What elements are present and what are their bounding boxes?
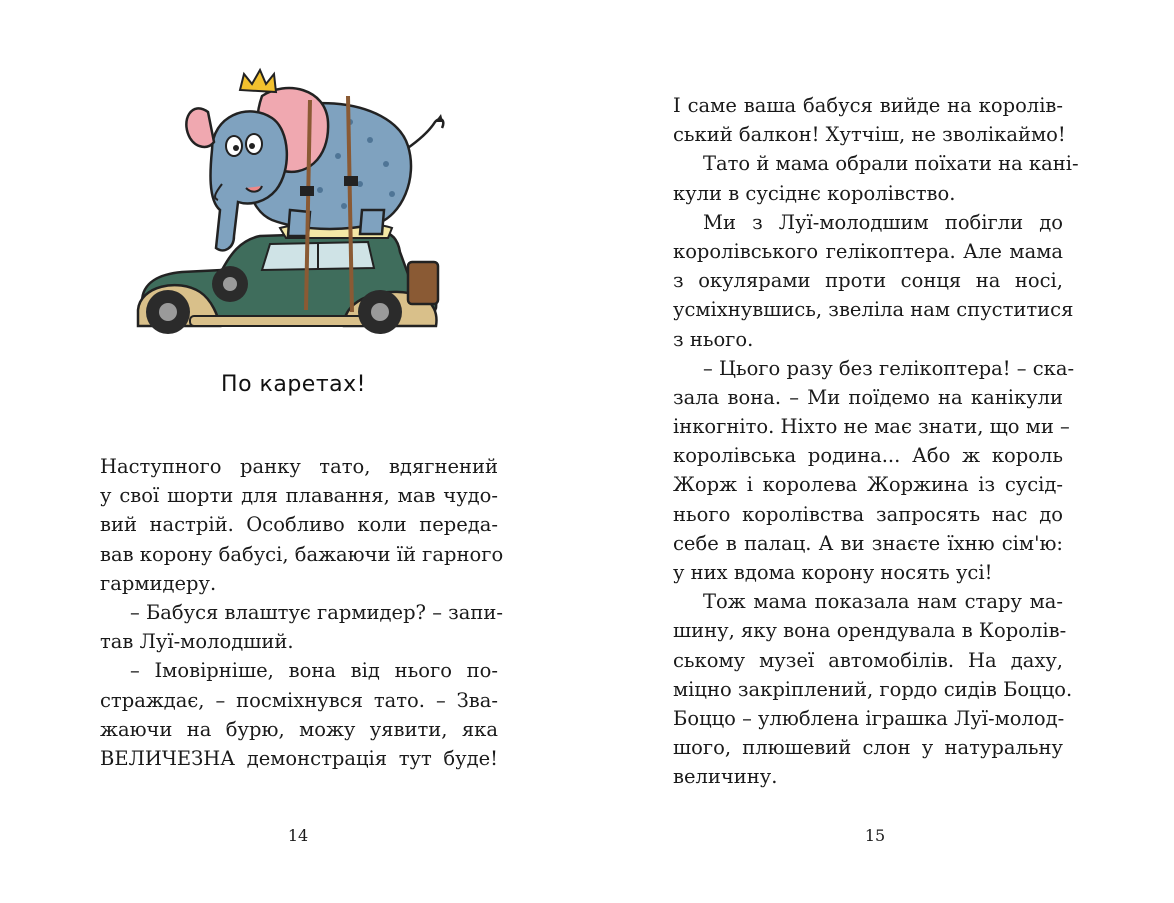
text-line: – Імовірніше, вона від нього по- [130,659,498,683]
text-line: ському музеї автомобілів. На даху, [673,648,1063,672]
elephant-on-car-icon [130,60,450,345]
text-line: жаючи на бурю, можу уявити, яка [100,717,498,741]
text-line: Жорж і королева Жоржина із сусід- [673,473,1063,497]
text-line: ВЕЛИЧЕЗНА демонстрація тут буде! [100,746,498,770]
text-line: міцно закріплений, гордо сидів Боццо. [673,677,1073,701]
text-line: Боццо – улюблена іграшка Луї-молод- [673,706,1065,730]
right-page [587,0,1174,903]
page-number: 15 [864,826,886,845]
text-line: королівська родина... Або ж король [673,444,1063,468]
text-line: вий настрій. Особливо коли переда- [100,513,498,537]
text-line: – Цього разу без гелікоптера! – ска- [703,356,1075,380]
text-line: гармидеру. [100,571,217,595]
page-number: 14 [287,826,309,845]
text-line: з нього. [673,327,754,351]
text-line: шого, плюшевий слон у натуральну [673,736,1063,760]
text-line: нього королівства запросять нас до [673,502,1063,526]
left-page-text [100,452,504,773]
text-line: страждає, – посміхнувся тато. – Зва- [100,688,498,712]
text-line: – Бабуся влаштує гармидер? – запи- [130,600,504,624]
right-page-text [673,91,1079,792]
text-line: Ми з Луї-молодшим побігли до [703,210,1063,234]
text-line: кули в сусіднє королівство. [673,181,956,205]
text-line: шину, яку вона орендувала в Королів- [673,619,1067,643]
text-line: Тож мама показала нам стару ма- [703,590,1063,614]
text-line: тав Луї-молодший. [100,630,294,654]
text-line: у них вдома корону носять усі! [673,561,993,584]
text-line: Тато й мама обрали поїхати на кані- [703,152,1079,176]
text-line: королівського гелікоптера. Але мама [673,239,1063,263]
text-line: ський балкон! Хутчіш, не зволікаймо! [673,123,1066,147]
text-line: величину. [673,765,778,789]
text-line: усміхнувшись, звеліла нам спуститися [673,298,1074,322]
text-line: з окулярами проти сонця на носі, [673,269,1063,293]
text-line: І саме ваша бабуся вийде на королів- [673,94,1063,117]
text-line: Наступного ранку тато, вдягнений [100,455,498,478]
text-line: у свої шорти для плавання, мав чудо- [100,484,498,508]
text-line: інкогніто. Ніхто не має знати, що ми – [673,415,1070,439]
chapter-title: По каретах! [221,372,366,397]
text-line: зала вона. – Ми поїдемо на канікули [673,385,1063,409]
text-line: себе в палац. А ви знаєте їхню сім'ю: [673,531,1063,555]
text-line: вав корону бабусі, бажаючи їй гарного [100,542,504,566]
